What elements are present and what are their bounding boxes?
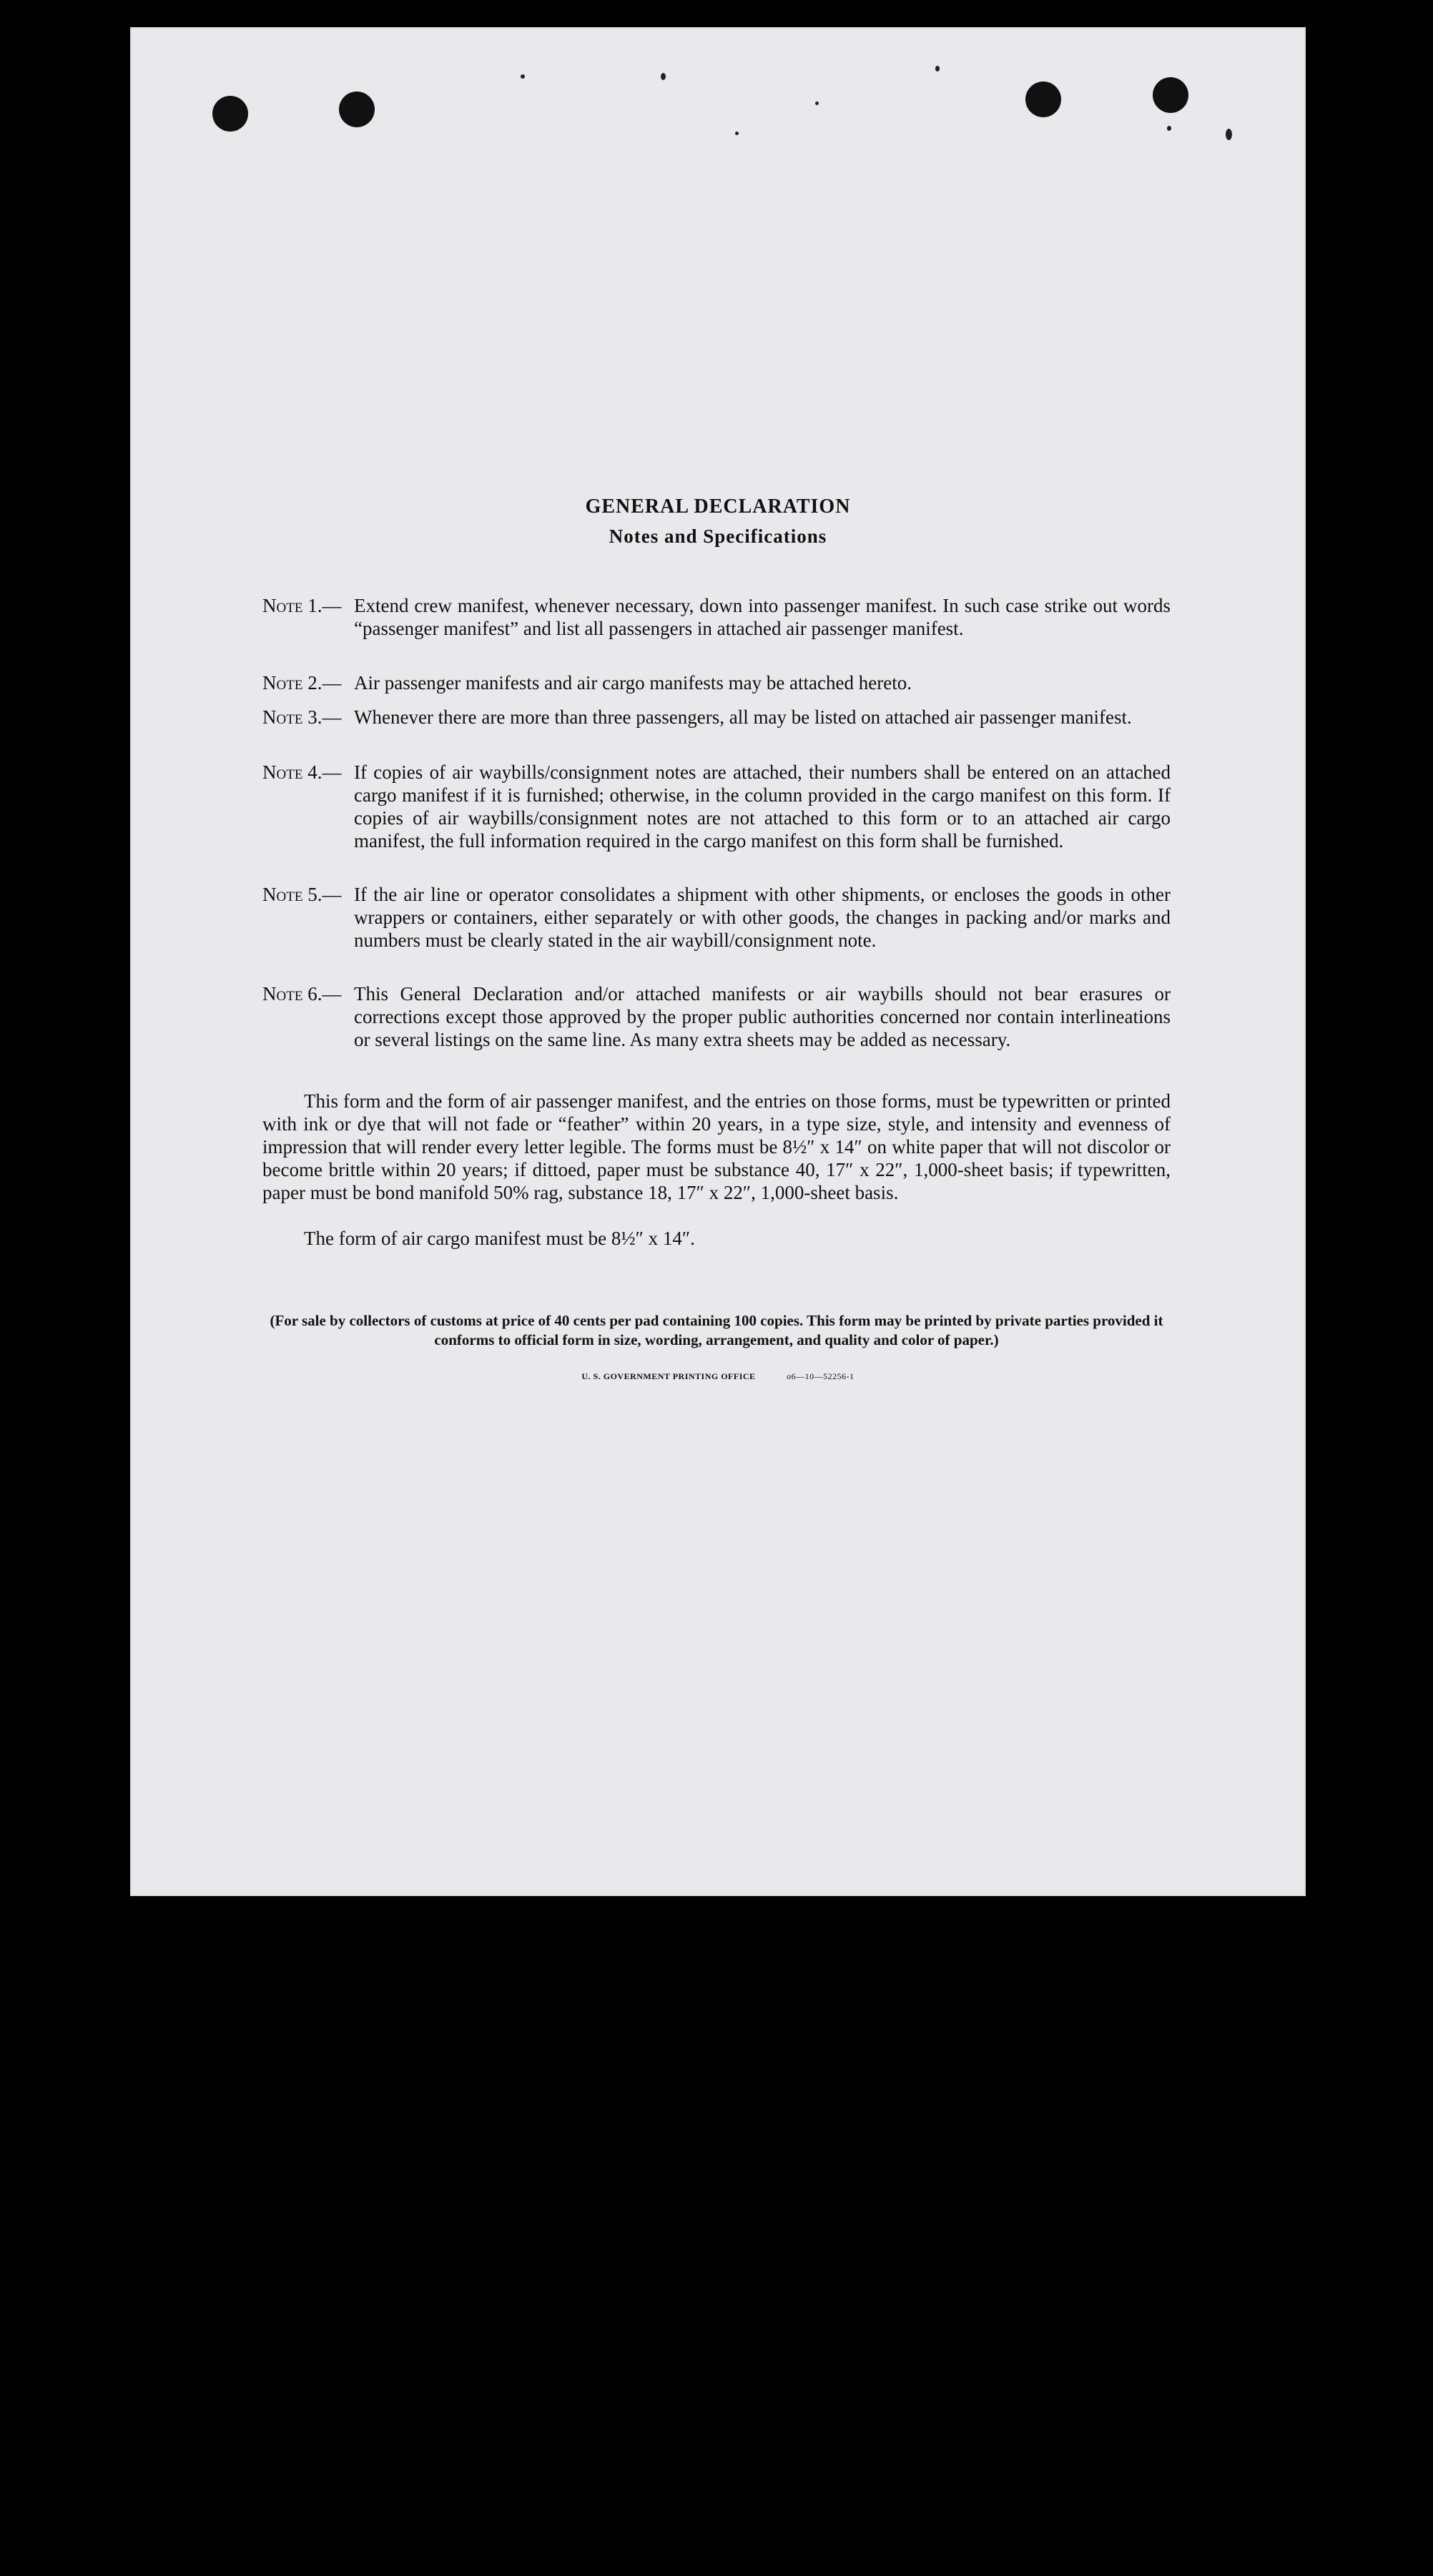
note-text: This General Declaration and/or attached manifests or air waybills should not bear erasures or corrections except those approved by the proper public authorities concerned nor contain interlineations or several listings on the same line. As many extra sheets may be added as necessary. [354, 983, 1171, 1050]
page-subtitle: Notes and Specifications [609, 525, 827, 547]
note-number: 2.— [307, 672, 342, 694]
note-5 [262, 883, 1171, 952]
note-number: 3.— [307, 706, 342, 728]
note-number: 5.— [307, 884, 342, 905]
note-1 [262, 594, 1171, 640]
note-2 [262, 671, 1171, 694]
page-title: GENERAL DECLARATION [585, 495, 851, 518]
print-code: o6—10—52256-1 [787, 1371, 855, 1381]
note-text: If copies of air waybills/consignment notes are attached, their numbers shall be entered on an attached cargo manifest if it is furnished; otherwise, in the column provided in the cargo manifest on this form. If copies of air waybills/consignment notes are not attached to this form or to an attached air cargo manifest, the full information required in the cargo manifest on this form shall be furnished. [354, 761, 1171, 852]
note-text: Air passenger manifests and air cargo manifests may be attached hereto. [354, 672, 912, 694]
note-label: Note [262, 672, 303, 694]
declaration-content [132, 0, 1304, 1866]
note-text: Whenever there are more than three passengers, all may be listed on attached air passenger manifest. [354, 706, 1132, 728]
printer-imprint [132, 1371, 1304, 1382]
note-6 [262, 982, 1171, 1051]
form-requirements-paragraph: This form and the form of air passenger manifest, and the entries on those forms, must be typewritten or printed with ink or dye that will not fade or “feather” within 20 years, in a type size, style, and intensity and evenness of impression that will render every letter legible. The forms must be 8½″ x 14″ on white paper that will not discolor or become brittle within 20 years; if dittoed, paper must be substance 40, 17″ x 22″, 1,000-sheet basis; if typewritten, paper must be bond manifold 50% rag, substance 18, 17″ x 22″, 1,000-sheet basis. [262, 1090, 1171, 1203]
note-label: Note [262, 706, 303, 728]
note-label: Note [262, 761, 303, 783]
note-4 [262, 761, 1171, 852]
sale-notice: (For sale by collectors of customs at price of 40 cents per pad containing 100 copies. This form may be printed by private parties provided it conforms to official form in size, wording, arrangement, and quality and color of paper.) [270, 1312, 1163, 1348]
note-label: Note [262, 595, 303, 616]
printing-office: U. S. GOVERNMENT PRINTING OFFICE [581, 1371, 756, 1381]
note-number: 6.— [307, 983, 342, 1005]
note-number: 1.— [307, 595, 342, 616]
cargo-manifest-size: The form of air cargo manifest must be 8½″ x 14″. [304, 1228, 695, 1249]
note-3 [262, 706, 1171, 729]
note-label: Note [262, 884, 303, 905]
note-text: Extend crew manifest, whenever necessary, down into passenger manifest. In such case strike out words “passenger manifest” and list all passengers in attached air passenger manifest. [354, 595, 1171, 639]
note-number: 4.— [307, 761, 342, 783]
note-label: Note [262, 983, 303, 1005]
note-text: If the air line or operator consolidates a shipment with other shipments, or encloses the goods in other wrappers or containers, either separately or with other goods, the changes in packing and/or marks and numbers must be clearly stated in the air waybill/consignment note. [354, 884, 1171, 951]
